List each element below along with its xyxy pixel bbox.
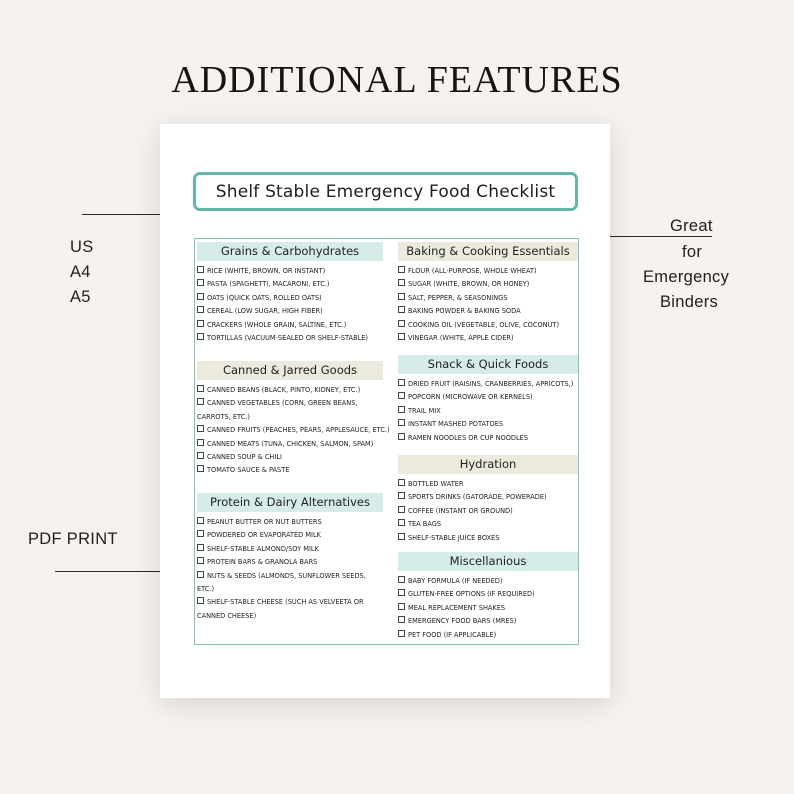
checklist-panel xyxy=(194,238,579,645)
checkbox-icon[interactable] xyxy=(197,398,204,405)
checkbox-icon[interactable] xyxy=(197,439,204,446)
checkbox-icon[interactable] xyxy=(197,306,204,313)
size-a4-label: A4 xyxy=(70,263,91,281)
checkbox-icon[interactable] xyxy=(398,603,405,610)
pdf-print-label: PDF PRINT xyxy=(28,530,118,548)
checklist-item[interactable]: FLOUR (ALL-PURPOSE, WHOLE WHEAT) xyxy=(398,265,578,278)
checklist-item[interactable]: PET FOOD (IF APPLICABLE) xyxy=(398,629,578,642)
checkbox-icon[interactable] xyxy=(197,279,204,286)
checklist-item[interactable]: MEAL REPLACEMENT SHAKES xyxy=(398,602,578,615)
checkbox-icon[interactable] xyxy=(197,544,204,551)
checklist-item[interactable]: BAKING POWDER & BAKING SODA xyxy=(398,305,578,318)
checkbox-icon[interactable] xyxy=(197,557,204,564)
page-heading: ADDITIONAL FEATURES xyxy=(171,59,623,101)
checklist-item[interactable]: EMERGENCY FOOD BARS (MRES) xyxy=(398,615,578,628)
section-canned xyxy=(197,361,390,478)
item-list xyxy=(398,575,578,642)
checkbox-icon[interactable] xyxy=(398,589,405,596)
checkbox-icon[interactable] xyxy=(398,406,405,413)
item-list xyxy=(398,478,578,545)
checkbox-icon[interactable] xyxy=(197,425,204,432)
checklist-item[interactable]: CRACKERS (WHOLE GRAIN, SALTINE, ETC.) xyxy=(197,319,383,332)
size-us-label: US xyxy=(70,238,94,256)
section-snack xyxy=(398,355,578,445)
checklist-item[interactable]: RAMEN NOODLES OR CUP NOODLES xyxy=(398,432,578,445)
checklist-item[interactable]: GLUTEN-FREE OPTIONS (IF REQUIRED) xyxy=(398,588,578,601)
item-list xyxy=(398,378,578,445)
checkbox-icon[interactable] xyxy=(197,266,204,273)
checklist-item[interactable]: PASTA (SPAGHETTI, MACARONI, ETC.) xyxy=(197,278,383,291)
item-list xyxy=(197,516,383,623)
checklist-item[interactable]: INSTANT MASHED POTATOES xyxy=(398,418,578,431)
pdf-callout-line xyxy=(55,571,176,572)
checklist-item[interactable]: CEREAL (LOW SUGAR, HIGH FIBER) xyxy=(197,305,383,318)
section-grains xyxy=(197,242,383,345)
checklist-item[interactable]: TOMATO SAUCE & PASTE xyxy=(197,464,383,477)
checklist-sheet xyxy=(160,124,610,698)
checkbox-icon[interactable] xyxy=(197,333,204,340)
checklist-item[interactable]: COOKING OIL (VEGETABLE, OLIVE, COCONUT) xyxy=(398,319,578,332)
checklist-item[interactable]: OATS (QUICK OATS, ROLLED OATS) xyxy=(197,292,383,305)
checklist-item[interactable]: COFFEE (INSTANT OR GROUND) xyxy=(398,505,578,518)
section-title: Snack & Quick Foods xyxy=(398,355,578,374)
checkbox-icon[interactable] xyxy=(398,576,405,583)
checkbox-icon[interactable] xyxy=(197,530,204,537)
checkbox-icon[interactable] xyxy=(398,293,405,300)
item-list xyxy=(398,265,578,345)
checkbox-icon[interactable] xyxy=(398,479,405,486)
checklist-item[interactable]: TORTILLAS (VACUUM-SEALED OR SHELF-STABLE) xyxy=(197,332,383,345)
checkbox-icon[interactable] xyxy=(398,492,405,499)
checklist-item[interactable]: SHELF-STABLE ALMOND/SOY MILK xyxy=(197,543,383,556)
checklist-item[interactable]: PEANUT BUTTER OR NUT BUTTERS xyxy=(197,516,383,529)
checkbox-icon[interactable] xyxy=(398,279,405,286)
checklist-title: Shelf Stable Emergency Food Checklist xyxy=(193,172,578,211)
section-title: Protein & Dairy Alternatives xyxy=(197,493,383,512)
checklist-item[interactable]: POPCORN (MICROWAVE OR KERNELS) xyxy=(398,391,578,404)
checkbox-icon[interactable] xyxy=(197,452,204,459)
section-title: Canned & Jarred Goods xyxy=(197,361,383,380)
binder-callout-line3: Emergency xyxy=(643,268,730,286)
item-list xyxy=(197,384,390,478)
checklist-item[interactable]: TEA BAGS xyxy=(398,518,578,531)
checkbox-icon[interactable] xyxy=(398,433,405,440)
checkbox-icon[interactable] xyxy=(398,333,405,340)
checklist-item[interactable]: CANNED SOUP & CHILI xyxy=(197,451,383,464)
checklist-item[interactable]: NUTS & SEEDS (ALMONDS, SUNFLOWER SEEDS, ETC.) xyxy=(197,571,366,594)
checkbox-icon[interactable] xyxy=(398,392,405,399)
section-title: Hydration xyxy=(398,455,578,474)
checkbox-icon[interactable] xyxy=(197,597,204,604)
binder-callout-line1: Great xyxy=(670,217,713,235)
checklist-item[interactable]: SPORTS DRINKS (GATORADE, POWERADE) xyxy=(398,491,578,504)
item-list xyxy=(197,265,383,345)
checklist-item[interactable]: SUGAR (WHITE, BROWN, OR HONEY) xyxy=(398,278,578,291)
checkbox-icon[interactable] xyxy=(398,266,405,273)
checkbox-icon[interactable] xyxy=(197,385,204,392)
checkbox-icon[interactable] xyxy=(398,379,405,386)
checklist-item[interactable]: SALT, PEPPER, & SEASONINGS xyxy=(398,292,578,305)
section-title: Grains & Carbohydrates xyxy=(197,242,383,261)
checklist-item[interactable]: BOTTLED WATER xyxy=(398,478,578,491)
checkbox-icon[interactable] xyxy=(398,506,405,513)
checklist-item[interactable]: POWDERED OR EVAPORATED MILK xyxy=(197,529,383,542)
checkbox-icon[interactable] xyxy=(398,320,405,327)
checkbox-icon[interactable] xyxy=(197,320,204,327)
section-baking xyxy=(398,242,578,345)
section-hydration xyxy=(398,455,578,545)
checklist-item[interactable]: RICE (WHITE, BROWN, OR INSTANT) xyxy=(197,265,383,278)
checklist-item[interactable]: BABY FORMULA (IF NEEDED) xyxy=(398,575,578,588)
checkbox-icon[interactable] xyxy=(197,465,204,472)
checklist-item[interactable]: TRAIL MIX xyxy=(398,405,578,418)
checklist-item[interactable]: CANNED VEGETABLES (CORN, GREEN BEANS, CARROTS, ETC.) xyxy=(197,399,358,421)
checkbox-icon[interactable] xyxy=(398,533,405,540)
section-title: Baking & Cooking Essentials xyxy=(398,242,578,261)
checkbox-icon[interactable] xyxy=(398,419,405,426)
checkbox-icon[interactable] xyxy=(197,517,204,524)
checkbox-icon[interactable] xyxy=(197,293,204,300)
section-misc xyxy=(398,552,578,642)
checkbox-icon[interactable] xyxy=(197,571,204,578)
checklist-item[interactable]: VINEGAR (WHITE, APPLE CIDER) xyxy=(398,332,578,345)
binder-callout-line2: for xyxy=(682,243,703,261)
section-title: Miscellanious xyxy=(398,552,578,571)
checkbox-icon[interactable] xyxy=(398,630,405,637)
section-protein xyxy=(197,493,383,623)
size-a5-label: A5 xyxy=(70,288,91,306)
binder-callout-line4: Binders xyxy=(660,293,719,311)
checklist-item[interactable]: DRIED FRUIT (RAISINS, CRANBERRIES, APRICOTS,) xyxy=(398,378,578,391)
checklist-item[interactable]: CANNED MEATS (TUNA, CHICKEN, SALMON, SPAM) xyxy=(197,438,383,451)
checkbox-icon[interactable] xyxy=(398,519,405,526)
checklist-item[interactable]: SHELF-STABLE JUICE BOXES xyxy=(398,532,578,545)
checklist-item[interactable]: PROTEIN BARS & GRANOLA BARS xyxy=(197,556,383,569)
checklist-item[interactable]: CANNED BEANS (BLACK, PINTO, KIDNEY, ETC.) xyxy=(197,384,383,397)
checklist-item[interactable]: SHELF-STABLE CHEESE (SUCH AS VELVEETA OR CANNED CHEESE) xyxy=(197,598,364,620)
checkbox-icon[interactable] xyxy=(398,306,405,313)
checkbox-icon[interactable] xyxy=(398,616,405,623)
checklist-item[interactable]: CANNED FRUITS (PEACHES, PEARS, APPLESAUCE, ETC.) xyxy=(197,424,383,437)
